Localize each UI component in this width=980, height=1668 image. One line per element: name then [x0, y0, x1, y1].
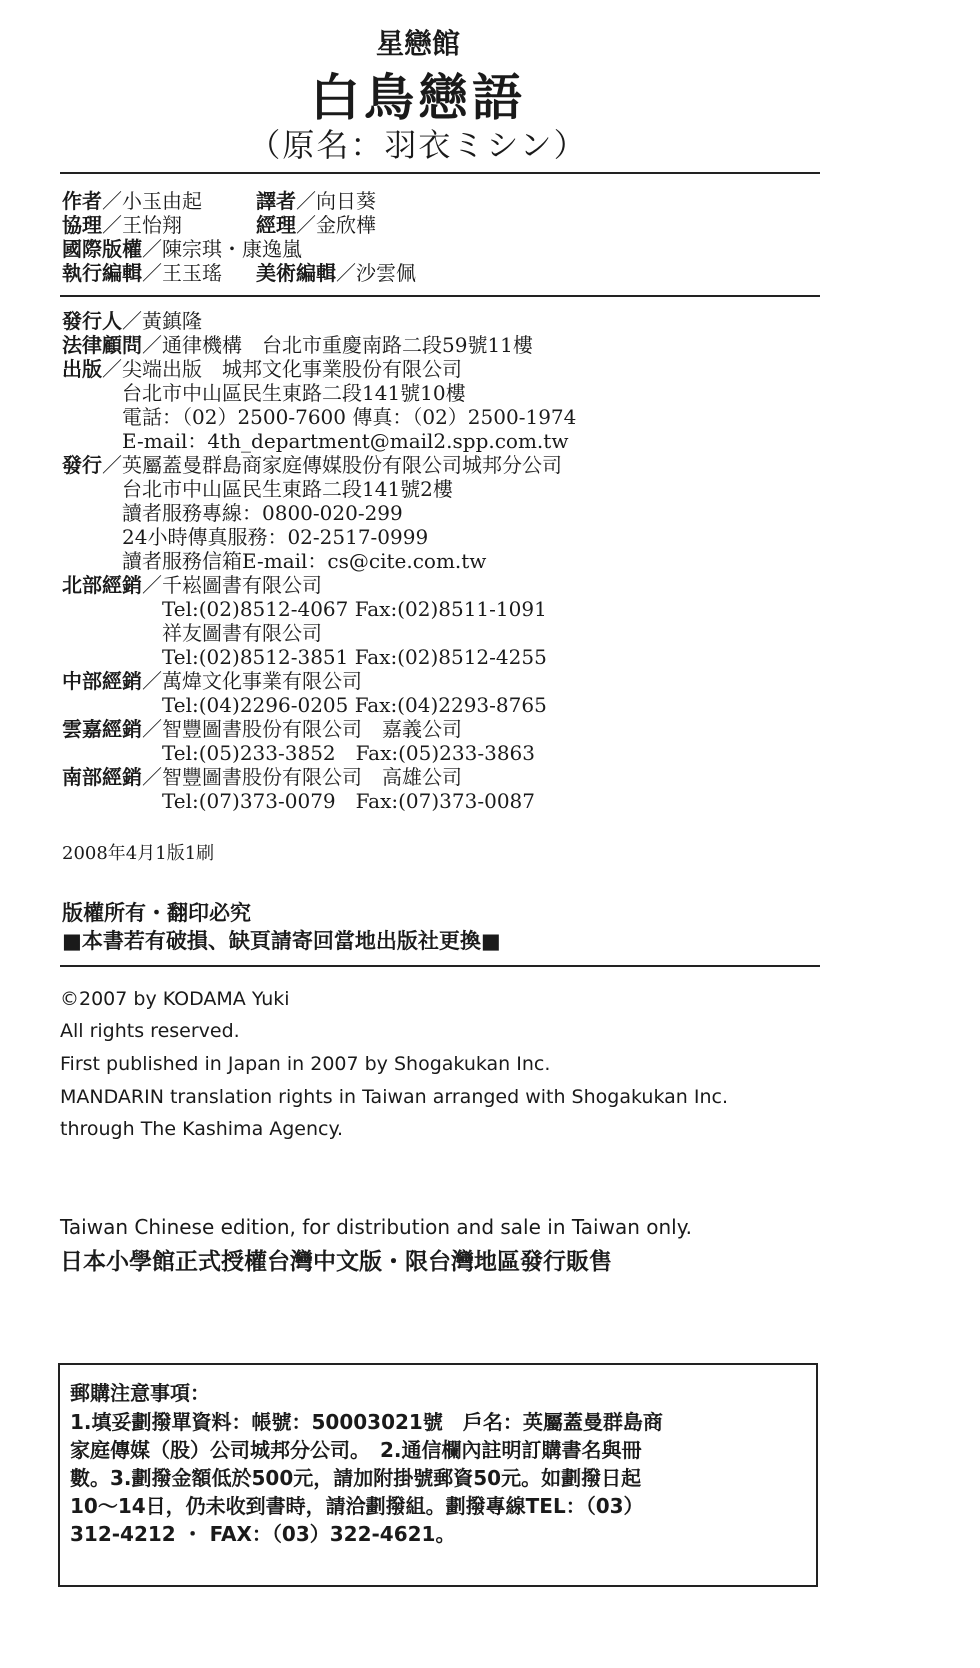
mail-order-line: 10～14日，仍未收到書時，請洽劃撥組。劃撥專線TEL：（03） [70, 1494, 644, 1518]
central-distributor: 中部經銷／萬煒文化事業有限公司 [62, 669, 362, 693]
distributor-label: 南部經銷 [62, 765, 142, 789]
credit-label: 譯者 [256, 189, 296, 213]
edition-notice-en: Taiwan Chinese edition, for distribution and sale in Taiwan only. [60, 1215, 693, 1239]
mail-order-line: 312-4212 ・ FAX：（03）322-4621。 [70, 1522, 456, 1546]
distributor-line: Tel:(07)373-0079 Fax:(07)373-0087 [162, 789, 535, 813]
distributor-main: 發行／英屬蓋曼群島商家庭傳媒股份有限公司城邦分公司 [62, 453, 562, 477]
distributor-label: 中部經銷 [62, 669, 142, 693]
credit-label: 協理 [62, 213, 102, 237]
original-title: （原名：羽衣ミシン） [248, 126, 588, 164]
credit-label: 經理 [256, 213, 296, 237]
mail-order-title: 郵購注意事項： [70, 1381, 210, 1405]
credit-row: 作者／小玉由起 [62, 189, 202, 213]
publisher-series: 星戀館 [375, 27, 460, 60]
publish-label: 出版 [62, 357, 102, 381]
credit-value: 陳宗琪・康逸嵐 [162, 237, 302, 261]
credit-value: 向日葵 [316, 189, 376, 213]
copyright-line: First published in Japan in 2007 by Shogakukan Inc. [60, 1053, 551, 1075]
copyright-line: All rights reserved. [60, 1020, 240, 1042]
distribute-label: 發行 [62, 453, 102, 477]
distributor-label: 北部經銷 [62, 573, 142, 597]
publisher-email: E-mail：4th_department@mail2.spp.com.tw [122, 429, 569, 453]
mail-order-box [58, 1363, 818, 1587]
copyright-line: ©2007 by KODAMA Yuki [60, 988, 290, 1010]
issuer: 發行人／黃鎮隆 [62, 309, 202, 333]
copyright-line: through The Kashima Agency. [60, 1118, 344, 1140]
edition-notice-zh: 日本小學館正式授權台灣中文版・限台灣地區發行販售 [60, 1249, 612, 1275]
mail-order-line: 數。3.劃撥金額低於500元，請加附掛號郵資50元。如劃撥日起 [70, 1466, 642, 1490]
book-title: 白鳥戀語 [310, 69, 526, 127]
credit-row: 經理／金欣樺 [256, 213, 376, 237]
distributor-label: 雲嘉經銷 [62, 717, 142, 741]
distributor-value: 千崧圖書有限公司 [162, 573, 322, 597]
distributor-value: 智豐圖書股份有限公司 嘉義公司 [162, 717, 462, 741]
legal-value: 通律機構 台北市重慶南路二段59號11樓 [162, 333, 533, 357]
issuer-value: 黃鎮隆 [142, 309, 202, 333]
mail-order-line: 家庭傳媒（股）公司城邦分公司。 2.通信欄內註明訂購書名與冊 [70, 1438, 642, 1462]
distributor-value: 智豐圖書股份有限公司 高雄公司 [162, 765, 462, 789]
distributor-line: Tel:(02)8512-3851 Fax:(02)8512-4255 [162, 645, 547, 669]
credit-label: 國際版權 [62, 237, 142, 261]
exchange-notice: ■本書若有破損、缺頁請寄回當地出版社更換■ [62, 929, 501, 953]
rights-notice: 版權所有・翻印必究 [62, 901, 251, 925]
edition-date: 2008年4月1版1刷 [62, 843, 215, 864]
copyright-line: MANDARIN translation rights in Taiwan arranged with Shogakukan Inc. [60, 1086, 728, 1108]
credit-value: 沙雲佩 [356, 261, 416, 285]
distribute-value: 英屬蓋曼群島商家庭傳媒股份有限公司城邦分公司 [122, 453, 562, 477]
publish-value: 尖端出版 城邦文化事業股份有限公司 [122, 357, 462, 381]
credit-value: 王怡翔 [122, 213, 182, 237]
south-distributor: 南部經銷／智豐圖書股份有限公司 高雄公司 [62, 765, 462, 789]
distribute-address: 台北市中山區民生東路二段141號2樓 [122, 477, 453, 501]
credit-row: 協理／王怡翔 [62, 213, 182, 237]
north-distributor: 北部經銷／千崧圖書有限公司 [62, 573, 322, 597]
issuer-label: 發行人 [62, 309, 122, 333]
credit-value: 王玉瑤 [162, 261, 222, 285]
credit-label: 作者 [62, 189, 102, 213]
distributor-line: Tel:(02)8512-4067 Fax:(02)8511-1091 [162, 597, 547, 621]
divider-2 [60, 295, 820, 297]
mail-order-line: 1.填妥劃撥單資料：帳號：50003021號 戶名：英屬蓋曼群島商 [70, 1410, 663, 1434]
distributor-line: 祥友圖書有限公司 [162, 621, 322, 645]
credit-row: 美術編輯／沙雲佩 [256, 261, 416, 285]
fax-service: 24小時傳真服務：02-2517-0999 [122, 525, 429, 549]
publisher: 出版／尖端出版 城邦文化事業股份有限公司 [62, 357, 462, 381]
reader-hotline: 讀者服務專線：0800-020-299 [122, 501, 403, 525]
distributor-line: Tel:(05)233-3852 Fax:(05)233-3863 [162, 741, 535, 765]
legal-counsel: 法律顧問／通律機構 台北市重慶南路二段59號11樓 [62, 333, 533, 357]
credit-row: 執行編輯／王玉瑤 [62, 261, 222, 285]
credit-value: 小玉由起 [122, 189, 202, 213]
distributor-line: Tel:(04)2296-0205 Fax:(04)2293-8765 [162, 693, 547, 717]
distributor-value: 萬煒文化事業有限公司 [162, 669, 362, 693]
credit-row: 國際版權／陳宗琪・康逸嵐 [62, 237, 302, 261]
publisher-address: 台北市中山區民生東路二段141號10樓 [122, 381, 466, 405]
publisher-phone: 電話：（02）2500-7600 傳真：（02）2500-1974 [122, 405, 577, 429]
divider-1 [60, 172, 820, 174]
credit-row: 譯者／向日葵 [256, 189, 376, 213]
reader-email: 讀者服務信箱E-mail：cs@cite.com.tw [122, 549, 487, 573]
credit-label: 美術編輯 [256, 261, 336, 285]
legal-label: 法律顧問 [62, 333, 142, 357]
credit-value: 金欣樺 [316, 213, 376, 237]
credit-label: 執行編輯 [62, 261, 142, 285]
divider-3 [60, 965, 820, 967]
yunjia-distributor: 雲嘉經銷／智豐圖書股份有限公司 嘉義公司 [62, 717, 462, 741]
